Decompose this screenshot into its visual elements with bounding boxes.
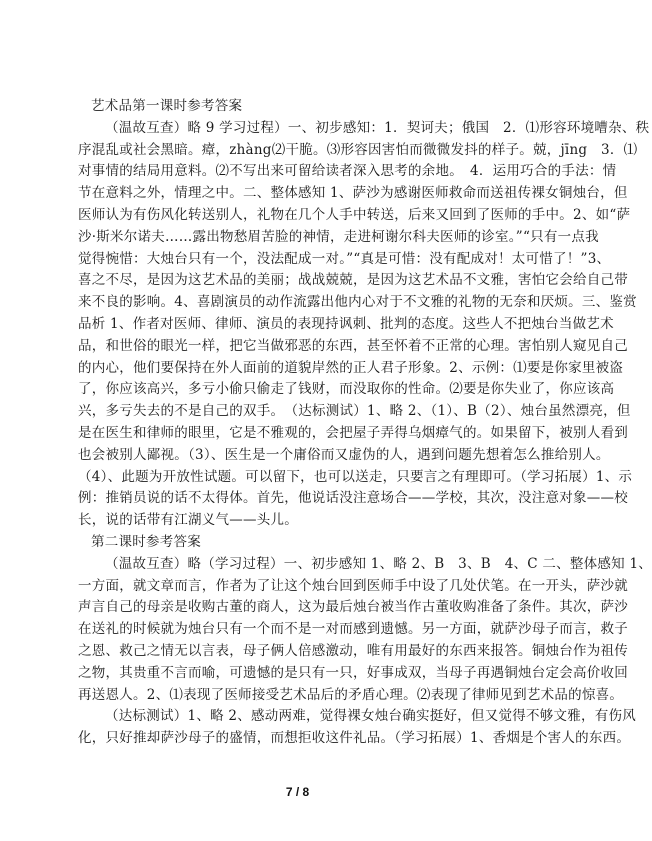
text-line: 长，说的话带有江湖义气——头儿。 (78, 512, 298, 529)
text-line: （4）、此题为开放性试题。可以留下，也可以送走，只要言之有理即可。（学习拓展）1、示 (78, 468, 633, 485)
text-line: 再送恩人。2、⑴表现了医师接受艺术品后的矛盾心理。⑵表现了律师见到艺术品的惊喜。 (78, 686, 624, 703)
text-line: 在送礼的时候就为烛台只有一个而不是一对而感到遗憾。另一方面，就萨沙母子而言，救子 (78, 621, 628, 638)
text-line: 品，和世俗的眼光一样，把它当做邪恶的东西，甚至怀着不正常的心理。害怕别人窥见自己 (78, 337, 628, 354)
text-line: 一方面，就文章而言，作者为了让这个烛台回到医师手中设了几处伏笔。在一开头，萨沙就 (78, 577, 628, 594)
text-line: 觉得惋惜：大烛台只有一个，没法配成一对。”“真是可惜：没有配成对！太可惜了！”3、 (78, 250, 611, 267)
text-line: 沙·斯米尔诺夫……露出物愁眉苦脸的神情，走进柯谢尔科夫医师的诊室。”“只有一点我 (78, 228, 599, 245)
text-line: 是在医生和律师的眼里，它是不雅观的，会把屋子弄得乌烟瘴气的。如果留下，被别人看到 (78, 424, 628, 441)
text-line: 喜之不尽，是因为这艺术品的美丽；战战兢兢，是因为这艺术品不文雅，害怕它会给自己带 (78, 272, 628, 289)
text-line: （温故互查）略（学习过程）一、初步感知 1、略 2、B 3、B 4、C 二、整体感知 1、 (105, 555, 652, 572)
section-title-lesson-2: 第二课时参考答案 (91, 533, 201, 550)
text-line: 兴，多亏失去的不是自己的双手。 （达标测试）1、略 2、（1）、B（2）、烛台虽然漂亮，但 (78, 403, 631, 420)
text-line: 的内心，他们要保持在外人面前的道貌岸然的正人君子形象。2、示例：⑴要是你家里被盗 (78, 359, 624, 376)
text-line: 医师认为有伤风化转送别人，礼物在几个人手中转送，后来又回到了医师的手中。2、如“萨 (78, 206, 631, 223)
section-title-lesson-1: 艺术品第一课时参考答案 (91, 98, 243, 114)
text-line: 之恩、救己之情无以言表，母子俩人倍感激动，唯有用最好的东西来报答。铜烛台作为祖传 (78, 642, 628, 659)
text-line: 例：推销员说的话不太得体。首先，他说话没注意场合——学校，其次，没注意对象——校 (78, 490, 628, 507)
text-line: 来不良的影响。4、喜剧演员的动作流露出他内心对于不文雅的礼物的无奈和厌烦。三、鉴赏 (78, 294, 637, 311)
text-line: 节在意料之外，情理之中。二、整体感知 1、萨沙为感谢医师救命而送祖传裸女铜烛台，但 (78, 185, 628, 202)
document-body (78, 96, 652, 750)
text-line: （温故互查）略 9 学习过程）一、初步感知：1．契诃夫；俄国 2．⑴形容环境嘈杂、秩 (105, 119, 650, 136)
text-line: 也会被别人鄙视。（3）、医生是一个庸俗而又虚伪的人，遇到问题先想着怎么推给别人。 (78, 446, 610, 463)
page-number: 7 / 8 (285, 785, 310, 799)
text-line: 化，只好推却萨沙母子的盛情，而想拒收这件礼品。（学习拓展）1、香烟是个害人的东西。 (78, 730, 631, 747)
text-line: （达标测试）1、略 2、感动两难，觉得裸女烛台确实挺好，但又觉得不够文雅，有伤风 (105, 708, 636, 725)
text-line: 声言自己的母亲是收购古董的商人，这为最后烛台被当作古董收购准备了条件。其次，萨沙 (78, 599, 628, 616)
text-line: 了，你应该高兴，多亏小偷只偷走了钱财，而没取你的性命。⑵要是你失业了，你应该高 (78, 381, 615, 398)
text-line: 对事情的结局用意料。⑵不写出来可留给读者深入思考的余地。 4．运用巧合的手法：情 (78, 163, 617, 180)
text-line: 序混乱或社会黑暗。瘴，zhàng⑵干脆。⑶形容因害怕而微微发抖的样子。兢，jīng 3．⑴ (78, 141, 638, 158)
text-line: 之物，其贵重不言而喻，可遗憾的是只有一只，好事成双，当母子再遇铜烛台定会高价收回 (78, 664, 628, 681)
text-line: 品析 1、作者对医师、律师、演员的表现持讽刺、批判的态度。这些人不把烛台当做艺术 (78, 315, 614, 332)
